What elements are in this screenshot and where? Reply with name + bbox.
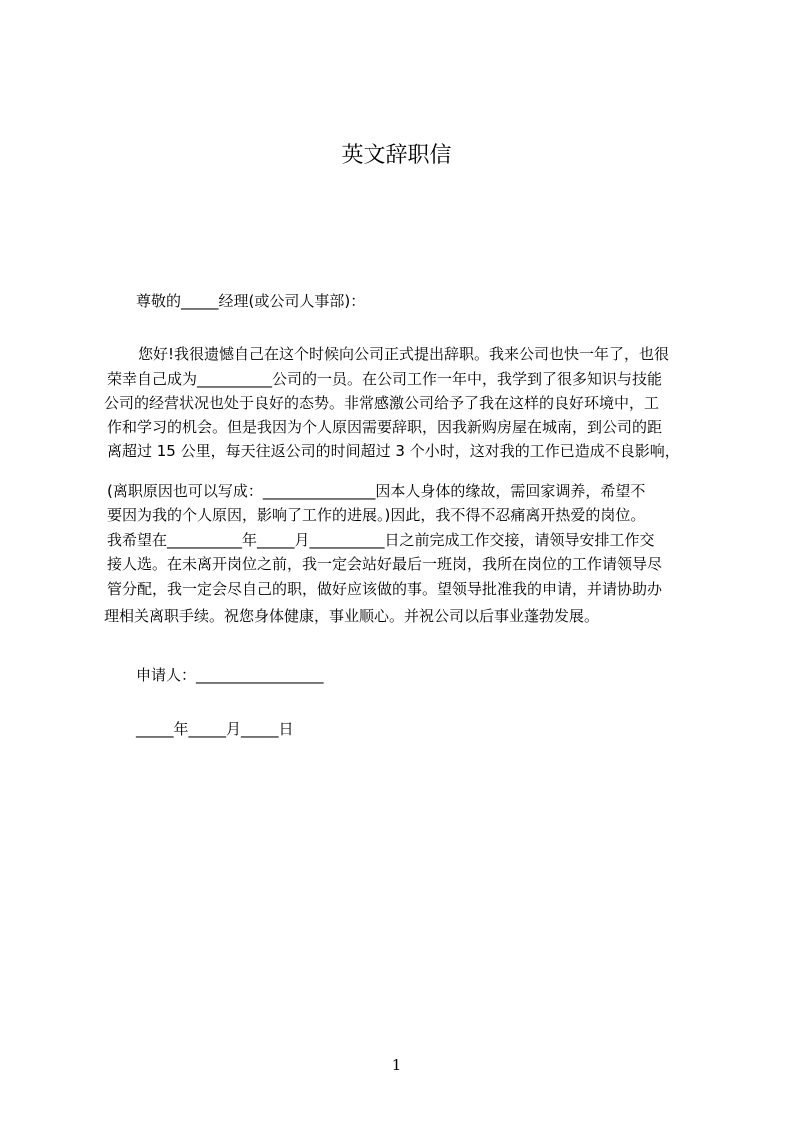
body-line: 管分配，我一定会尽自己的职，做好应该做的事。望领导批准我的申请，并请协助办: [107, 580, 663, 598]
body-line: 离超过 15 公里，每天往返公司的时间超过 3 个小时，这对我的工作已造成不良影响，: [107, 442, 680, 460]
document-title: 英文辞职信: [341, 143, 452, 168]
body-line: 我希望在__________年_____月__________日之前完成工作交接，请领导安排工作交: [107, 531, 655, 549]
page-number: 1: [391, 1056, 402, 1074]
date-line: _____年_____月_____日: [136, 720, 294, 738]
body-line: 作和学习的机会。但是我因为个人原因需要辞职，因我新购房屋在城南，到公司的距: [107, 418, 663, 436]
body-line: 接人选。在未离开岗位之前，我一定会站好最后一班岗，我所在岗位的工作请领导尽: [107, 555, 663, 573]
greeting-line: 尊敬的_____经理(或公司人事部)：: [136, 292, 366, 310]
signer-line: 申请人：_________________: [136, 666, 324, 684]
body-line: 您好!我很遗憾自己在这个时候向公司正式提出辞职。我来公司也快一年了，也很: [138, 345, 670, 363]
body-line: 理相关离职手续。祝您身体健康，事业顺心。并祝公司以后事业蓬勃发展。: [104, 607, 600, 625]
body-line: 要因为我的个人原因，影响了工作的进展。)因此，我不得不忍痛离开热爱的岗位。: [107, 506, 646, 524]
body-line: 公司的经营状况也处于良好的态势。非常感激公司给予了我在这样的良好环境中，工: [104, 394, 660, 412]
body-line: (离职原因也可以写成：_______________因本人身体的缘故，需回家调养，希望不: [107, 482, 646, 500]
body-line: 荣幸自己成为__________公司的一员。在公司工作一年中，我学到了很多知识与技能: [107, 370, 663, 388]
